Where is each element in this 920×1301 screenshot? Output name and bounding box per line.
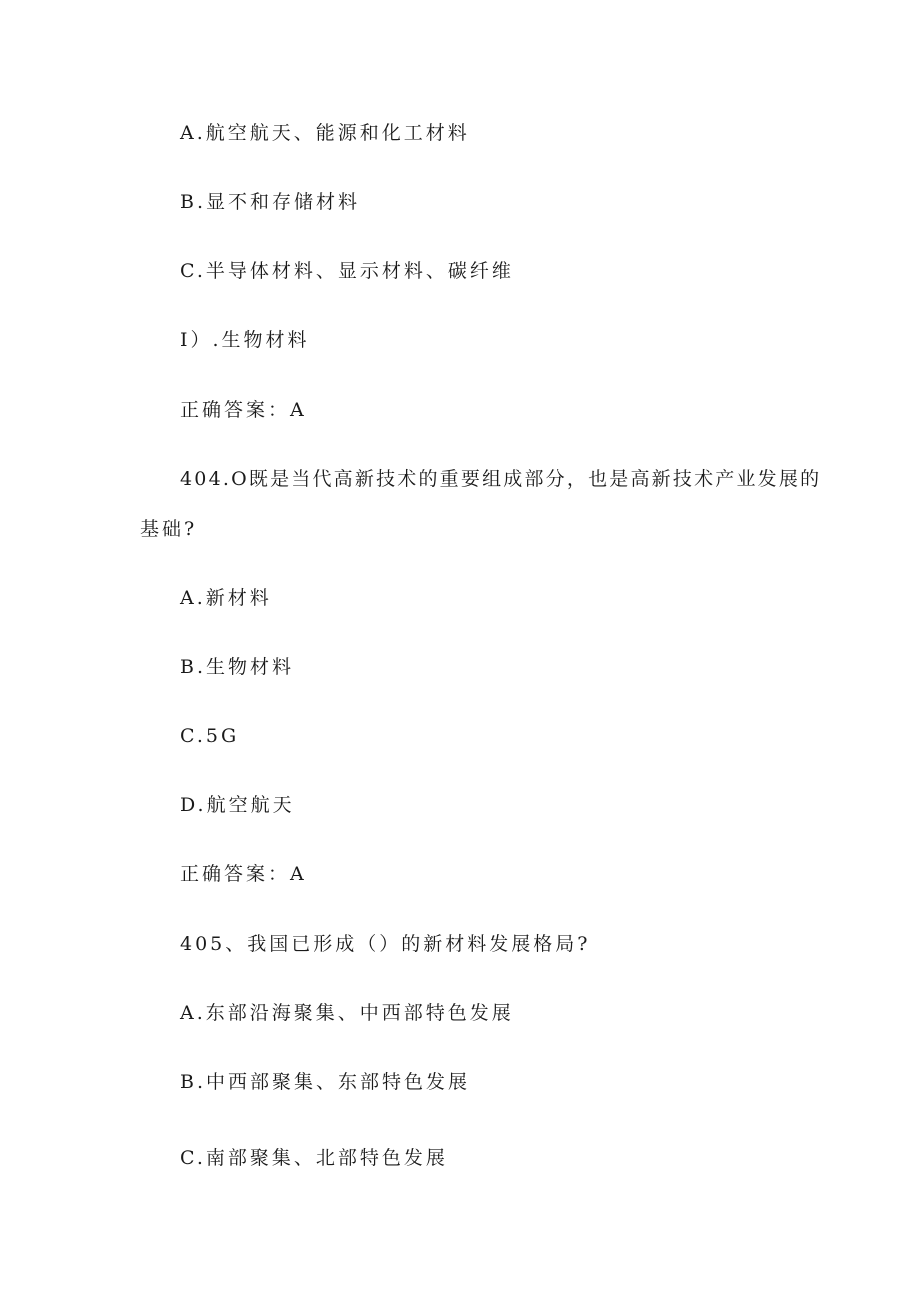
correct-answer: 正确答案：A [180,399,307,421]
option-c: C.半导体材料、显示材料、碳纤维 [180,260,514,282]
option-d: I）.生物材料 [180,329,310,351]
option-c: C.5G [180,725,240,747]
option-d: D.航空航天 [180,794,295,816]
option-a: A.东部沿海聚集、中西部特色发展 [180,1002,514,1024]
question-404-text: 404.O既是当代高新技术的重要组成部分，也是高新技术产业发展的 [180,468,822,490]
option-a: A.新材料 [180,587,272,609]
option-a: A.航空航天、能源和化工材料 [180,122,470,144]
option-c: C.南部聚集、北部特色发展 [180,1147,448,1169]
question-405-text: 405、我国已形成（）的新材料发展格局? [180,933,591,955]
option-b: B.中西部聚集、东部特色发展 [180,1071,471,1093]
option-b: B.显不和存储材料 [180,191,361,213]
option-b: B.生物材料 [180,656,295,678]
correct-answer: 正确答案：A [180,863,307,885]
question-404-text-continued: 基础? [140,518,198,540]
